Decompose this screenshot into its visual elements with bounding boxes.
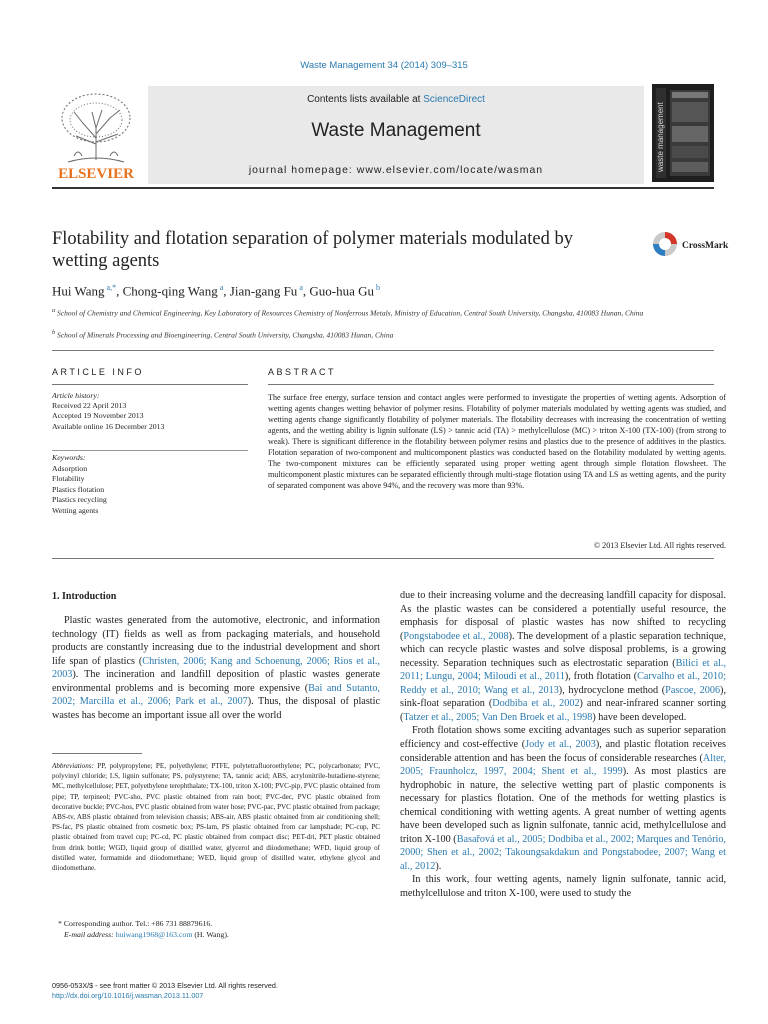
abstract-end-rule: [52, 558, 714, 559]
keyword: Adsorption: [52, 463, 88, 473]
email-suffix: (H. Wang).: [192, 929, 229, 939]
author-affiliation-mark[interactable]: b: [374, 283, 381, 292]
issn-line: 0956-053X/$ - see front matter © 2013 Elsevier Ltd. All rights reserved.: [52, 981, 278, 990]
crossmark-badge[interactable]: [652, 230, 732, 258]
paragraph-text: ), hydrocyclone method (: [558, 684, 666, 696]
crossmark-label: CrossMark: [682, 241, 729, 251]
email-link[interactable]: huiwang1968@163.com: [115, 929, 193, 939]
sciencedirect-link[interactable]: ScienceDirect: [423, 94, 485, 105]
doi-link[interactable]: http://dx.doi.org/10.1016/j.wasman.2013.11.007: [52, 991, 204, 1001]
citation-link[interactable]: Bilici et al., 2011; Lungu, 2004; Miloudi et al., 2011: [400, 657, 726, 683]
section-heading-introduction: 1. Introduction: [52, 591, 117, 602]
author-affiliation-mark[interactable]: a: [297, 283, 303, 292]
article-info-heading: ARTICLE INFO: [52, 367, 144, 377]
keyword: Wetting agents: [52, 505, 99, 515]
copyright-notice: © 2013 Elsevier Ltd. All rights reserved.: [593, 541, 726, 550]
journal-citation[interactable]: Waste Management 34 (2014) 309–315: [300, 60, 468, 71]
online-date: Available online 16 December 2013: [52, 421, 165, 431]
contents-line: [148, 94, 644, 105]
author-separator: ,: [302, 283, 310, 299]
author-separator: ,: [116, 283, 123, 299]
citation-link[interactable]: Tatzer et al., 2005; Van Den Broek et al., 1998: [403, 711, 593, 723]
abstract-text: The surface free energy, surface tension and contact angles were performed to investigate the properties of wetting agents. Adsorption of wetting agents changes wetting behavior of polymer resins. Flotability of polymer materials modulated by wetting agents was studied, and wetting agents change significantly flotability of polymer materials. The flotability decreases with increasing the concentration of wetting agents, and the wetting ability is lignin sulfonate (LS) > tannic acid (TA) > methylcellulose (MC) > triton X-100 (TX-100) (from strong to weak). There is significant difference in the flotability between polymer resins and plastics due to the presence of additives in the plastics. Flotation separation of two-component and multicomponent plastics was conducted based on the flotability modulated by wetting agents. The two-component mixtures can be efficiently separated using proper wetting agent through simple flotation flowsheet. The multicomponent plastic mixtures can be separated efficiently through multi-stage flotation using TA and LS as wetting agents, and the purity of separated component was above 94%, and the recovery was more than 93%.: [268, 393, 726, 490]
journal-homepage[interactable]: journal homepage: www.elsevier.com/locate/wasman: [248, 164, 544, 176]
citation-link[interactable]: Pascoe, 2006: [665, 684, 721, 696]
citation-link[interactable]: Pongstabodee et al., 2008: [403, 630, 509, 642]
paragraph-text: ).: [435, 860, 442, 872]
paragraph: [400, 724, 726, 873]
corresponding-author: * Corresponding author. Tel.: +86 731 88879616.: [58, 919, 213, 928]
affiliation-rule: [52, 350, 714, 351]
abbreviations-footnote: [52, 761, 380, 873]
paragraph-text: ). Thus, the disposal of plastic wastes has become an important issue all over the world: [52, 696, 380, 721]
author-name: Jian-gang Fu: [229, 283, 298, 299]
paragraph-text: Froth flotation shows some exciting advantages such as superior separation efficiency and cost-effective (: [400, 725, 726, 751]
paragraph-text: ) and near-infrared scanner sorting (: [400, 698, 726, 723]
paragraph-text: ). The incineration and landfill deposition of plastic wastes generate environmental problems and is becoming more expensive (: [52, 669, 380, 694]
keywords-block: [52, 453, 248, 517]
citation-link[interactable]: Carvalho et al., 2010; Reddy et al., 2010; Wang et al., 2013: [400, 671, 726, 696]
accepted-date: Accepted 19 November 2013: [52, 411, 144, 421]
paragraph: [400, 589, 726, 724]
article-title: Flotability and flotation separation of polymer materials modulated by wetting agents: [52, 229, 573, 271]
elsevier-logo: [52, 82, 140, 182]
affiliation-a: [52, 306, 714, 319]
affiliation-mark: b: [52, 329, 56, 336]
paragraph-text: ), and plastic flotation receives considerable attention and has been the focus of considerable researches (: [400, 739, 726, 764]
corresponding-author-note: [52, 919, 380, 940]
paragraph-text: ). The development of a plastic separation technique, which can recycle plastic wastes and solve disposal problems, is a growing necessity. Separation techniques such as electrostatic separation (: [400, 630, 727, 669]
article-history: [52, 391, 248, 432]
affiliation-text: School of Chemistry and Chemical Engineering, Key Laboratory of Resources Chemistry of Nonferrous Metals, Ministry of Education, Central South University, Changsha, 410083 Hunan, China: [57, 308, 644, 318]
paragraph-text: Plastic wastes generated from the automotive, electronic, and information technology (IT) fields as well as from packaging materials, and household products are constantly increasing due to the industrial development and short life span of plastics (: [52, 615, 380, 667]
citation-link[interactable]: Basařová et al., 2005; Dodbiba et al., 2002; Marques and Tenório, 2000; Shen et al., 2002; Takoungsakdakun and Pongstabodee, 2007; Wang et al., 2012: [400, 833, 726, 872]
abbreviations-text: PP, polypropylene; PE, polyethylene; PTFE, polytetrafluoroethylene; PC, polycarbonate; PVC, polyvinyl chloride; LS, lignin sulfonate; PS, polystyrene; TA, tannic acid; ABS, acrylonitrile-butadiene-styrene; MC, methylcellulose; PET, polyethylene terephthalate; TX-100, triton X-100; PVC-pip, PVC plastic obtained from pipe; TP, terpineol; PVC-sho, PVC plastic obtained from rain boot; PVC-dec, PVC plastic obtained from decorative buckle; PVC-hos, PVC plastic obtained from water hose; PVC-pac, PVC plastic obtained from package; ABS-tv, ABS plastic obtained from television chassis; ABS-air, ABS plastic obtained from air conditioning shell; PS-fac, PS plastic obtained from cosmetic box; PS-lam, PS plastic obtained from car lampshade; PC-cup, PC plastic obtained from travel cup; PC-cd, PC plastic obtained from compact disc; PET-dri, PET plastic obtained from drink bottle; WGD, liquid group of distilled water, glycerol and diiodomethane; WFD, liquid group of distilled water, formamide and diiodomethane; WED, liquid group of distilled water, ethylene glycol and diiodomethane.: [52, 762, 380, 873]
keywords-rule: [52, 450, 248, 451]
author-affiliation-mark[interactable]: a,*: [104, 283, 117, 292]
keyword: Plastics recycling: [52, 495, 107, 505]
footnote-rule: [52, 753, 142, 754]
abstract-rule: [268, 384, 714, 385]
keyword: Plastics flotation: [52, 484, 105, 494]
cover-wordmark: waste management: [656, 102, 665, 172]
contents-prefix: Contents lists available at: [307, 94, 424, 105]
abbreviations-label: Abbreviations:: [52, 762, 94, 770]
abstract-heading: ABSTRACT: [268, 367, 337, 377]
received-date: Received 22 April 2013: [52, 401, 127, 411]
affiliation-text: School of Minerals Processing and Bioengineering, Central South University, Changsha, 410083 Hunan, China: [57, 330, 394, 340]
affiliation-mark: a: [52, 307, 56, 314]
front-matter: [52, 981, 452, 1002]
author-affiliation-mark[interactable]: a: [217, 283, 224, 292]
journal-cover: [652, 84, 714, 182]
citation-link[interactable]: Bai and Sutanto, 2002; Marcilla et al., 2006; Park et al., 2007: [52, 682, 380, 708]
publisher-wordmark: ELSEVIER: [58, 166, 134, 182]
author-name: Chong-qing Wang: [122, 283, 218, 299]
history-label: Article history:: [52, 391, 100, 400]
paragraph-text: In this work, four wetting agents, namely lignin sulfonate, tannic acid, methylcellulose and triton X-100, were used to study the: [400, 874, 726, 900]
keywords-label: Keywords:: [52, 453, 86, 462]
citation-link[interactable]: Dodbiba et al., 2002: [492, 698, 580, 710]
paragraph: [52, 614, 380, 722]
paragraph-text: ), froth flotation (: [564, 671, 638, 683]
keyword: Flotability: [52, 474, 85, 484]
citation-link[interactable]: Alter, 2005; Fraunholcz, 1997, 2004; Shent et al., 1999: [400, 752, 726, 778]
crossmark-icon: [652, 230, 732, 258]
citation-link[interactable]: Christen, 2006; Kang and Schoenung, 2006; Rios et al., 2003: [52, 655, 381, 681]
email-label: E-mail address:: [64, 929, 116, 939]
author-name: Guo-hua Gu: [309, 283, 375, 299]
journal-title: Waste Management: [311, 120, 481, 141]
author-separator: ,: [223, 283, 230, 299]
author-name: Hui Wang: [52, 283, 105, 299]
elsevier-tree-icon: [52, 82, 140, 182]
cover-image-icon: [652, 84, 714, 182]
paragraph-text: due to their increasing volume and the decreasing landfill capacity for disposal. As the plastic wastes can be considered a potentially useful resource, the emphasis for disposal of plastic wastes has now shifted to recycling (: [400, 590, 726, 642]
citation-link[interactable]: Jody et al., 2003: [525, 739, 596, 751]
body-column-left: [52, 614, 380, 722]
header-rule: [52, 187, 714, 189]
body-column-right: [400, 589, 726, 901]
author-list: [52, 283, 652, 299]
paragraph-text: ) have been developed.: [592, 711, 687, 723]
affiliation-b: [52, 328, 714, 341]
paragraph-text: ), sink-float separation (: [400, 684, 726, 710]
paragraph-text: ). As most plastics are hydrophobic in nature, the selective wetting part of plastic components is necessary for plastics flotation. One of the methods for wetting plastics is chemical conditioning with wetting agents. A great number of wetting agents have been developed such as lignin sulfonate, tannic acid, methylcellulose and triton X-100 (: [400, 766, 726, 845]
paragraph: [400, 873, 726, 900]
article-info-rule: [52, 384, 248, 385]
